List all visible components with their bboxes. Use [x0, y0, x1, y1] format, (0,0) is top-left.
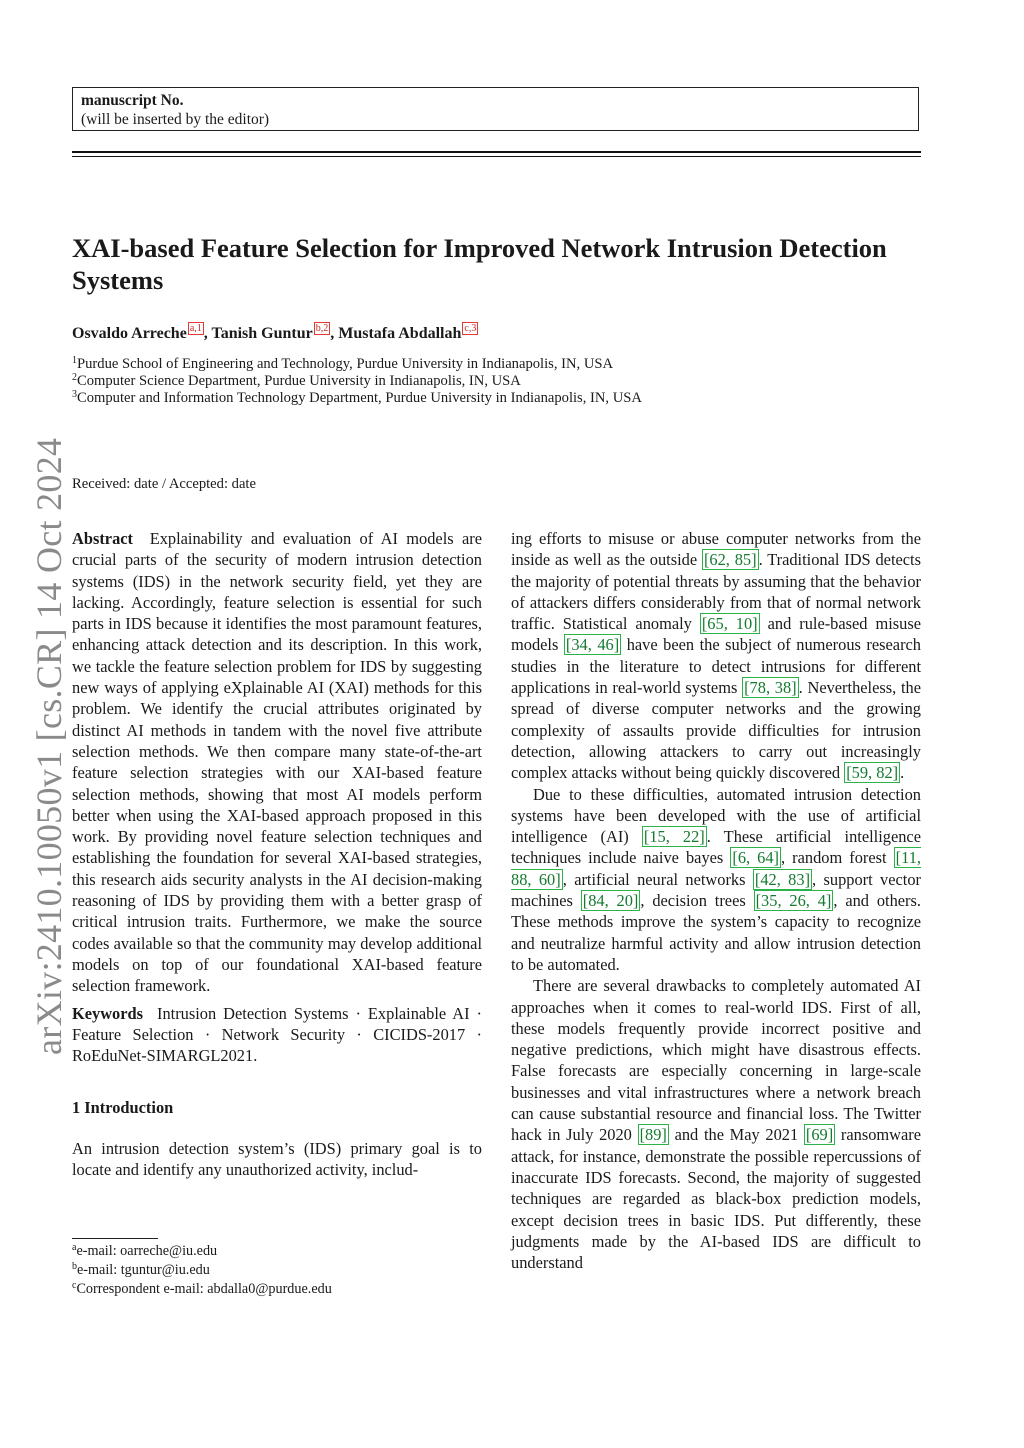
paragraph-text: and rule-based misuse models [511, 614, 921, 655]
paragraph-text: ing efforts to misuse or abuse computer networks from the inside as well as the outside [511, 529, 921, 570]
intro-paragraph-start: An intrusion detection system’s (IDS) primary goal is to locate and identify any unauthorized activity, includ- [72, 1138, 482, 1180]
citation-link[interactable]: [15, 22] [643, 827, 705, 847]
received-dates: Received: date / Accepted: date [72, 476, 256, 492]
author-list [72, 322, 478, 343]
author-separator: , [203, 325, 212, 342]
affiliation [72, 373, 642, 390]
paragraph-text: . Nevertheless, the spread of diverse computer networks and the growing complexity of assaults provide difficulties for intrusion detection, allowing attackers to carry out increasingly complex attacks without being quickly discovered [511, 678, 921, 783]
footnote-text: Correspondent e-mail: abdalla0@purdue.edu [76, 1281, 332, 1297]
footnote [72, 1261, 332, 1280]
footnote-text: e-mail: oarreche@iu.edu [76, 1243, 218, 1259]
citation-link[interactable]: [6, 64] [732, 848, 780, 868]
citation-link[interactable]: [78, 38] [744, 678, 797, 698]
paragraph-text: , decision trees [640, 891, 754, 911]
paragraph-text: There are several drawbacks to completely automated AI approaches when it comes to real-world IDS. First of all, these models frequently provide incorrect positive and negative predictions, which might have disastrous effects. False forecasts are especially concerning in large-scale businesses and vital infrastructures where a network breach can cause substantial resource and financial loss. The Twitter hack in July 2020 [511, 976, 921, 1145]
citation-link[interactable]: [69] [805, 1125, 834, 1145]
left-column [72, 528, 482, 1180]
manuscript-box [72, 87, 919, 131]
paragraph-text: , artificial neural networks [562, 869, 753, 889]
paragraph-text: , random forest [781, 848, 894, 868]
citation-link[interactable]: [42, 83] [754, 869, 811, 889]
section-heading-introduction: 1 Introduction [72, 1098, 174, 1118]
paragraph-text: have been the subject of numerous research studies in the literature to detect intrusions for different applications in real-world systems [511, 635, 921, 698]
paragraph-text: . [900, 763, 905, 783]
abstract-text: Explainability and evaluation of AI models are crucial parts of the security of modern intrusion detection systems (IDS) in the network security field, yet they are lacking. Accordingly, feature selection is essential for such parts in IDS because it identifies the most paramount features, enhancing attack detection and its description. In this work, we tackle the feature selection problem for IDS by suggesting new ways of applying eXplainable AI (XAI) methods for this problem. We identify the crucial attributes originated by distinct AI methods in tandem with the novel five attribute selection methods. We then compare many state-of-the-art feature selection strategies with our XAI-based feature selection methods, showing that most AI models perform better when using the XAI-based approach proposed in this work. By providing novel feature selection techniques and establishing the foundation for several XAI-based strategies, this research aids security analysts in the AI decision-making reasoning of IDS by providing them with a better grasp of critical intrusion traits. Furthermore, we make the source codes available so that the community may develop additional models on top of our foundational XAI-based feature selection framework. [72, 529, 482, 996]
footnotes [72, 1242, 332, 1299]
paragraph-text: and the May 2021 [668, 1125, 804, 1145]
citation-link[interactable]: [89] [639, 1125, 667, 1145]
author-name: Tanish Guntur [211, 325, 313, 342]
affiliation-number: 3 [72, 389, 77, 400]
affiliation-text: Purdue School of Engineering and Technology, Purdue University in Indianapolis, IN, USA [77, 356, 614, 372]
citation-link[interactable]: [62, 85] [703, 550, 757, 570]
footnote-mark: a [72, 1242, 77, 1253]
header-rule-thin [72, 156, 921, 157]
editor-note: (will be inserted by the editor) [81, 111, 270, 128]
header-rule-thick [72, 151, 921, 153]
intro-paragraph [511, 975, 921, 1273]
paragraph-text: , support vector machines [511, 869, 921, 911]
keywords-label: Keywords [72, 1003, 144, 1023]
abstract [72, 528, 482, 997]
intro-paragraph [511, 528, 921, 784]
arxiv-stamp: arXiv:2410.10050v1 [cs.CR] 14 Oct 2024 [29, 437, 69, 1055]
affiliation-number: 1 [72, 355, 77, 366]
citation-link[interactable]: [11, 88, 60] [511, 848, 921, 889]
citation-link[interactable]: [34, 46] [565, 635, 620, 655]
paragraph-text: . These artificial intelligence techniques include naive bayes [511, 827, 921, 868]
citation-link[interactable]: [84, 20] [582, 891, 639, 911]
footnote-rule [72, 1238, 158, 1239]
author-name: Mustafa Abdallah [338, 325, 462, 342]
paragraph-text: Due to these difficulties, automated intrusion detection systems have been developed with the use of artificial intelligence (AI) [511, 784, 921, 847]
abstract-label: Abstract [72, 529, 133, 548]
intro-paragraph [511, 784, 921, 976]
paper-title: XAI-based Feature Selection for Improved Network Intrusion Detection Systems [72, 233, 887, 295]
affiliation-text: Computer and Information Technology Department, Purdue University in Indianapolis, IN, USA [77, 390, 642, 406]
right-column [511, 528, 921, 1273]
paragraph-text: , and others. These methods improve the system’s capacity to recognize and neutralize harmful activity and allow intrusion detection to be automated. [511, 891, 921, 974]
footnote-mark: c [72, 1280, 77, 1291]
paragraph-text: ransomware attack, for instance, demonstrate the possible repercussions of inaccurate IDS forecasts. Second, the majority of suggested techniques are regarded as black-box prediction models, except decision trees in basic IDS. Put differently, these judgments made by the AI-based IDS are difficult to understand [511, 1125, 921, 1273]
paragraph-text: . Traditional IDS detects the majority of potential threats by assuming that the behavior of attackers differs considerably from that of normal network traffic. Statistical anomaly [511, 550, 921, 634]
keywords [72, 1003, 482, 1067]
author-mark[interactable]: c,3 [464, 323, 477, 334]
footnote [72, 1242, 332, 1261]
footnote-text: e-mail: tguntur@iu.edu [77, 1262, 210, 1278]
affiliations [72, 356, 642, 407]
affiliation-number: 2 [72, 372, 77, 383]
author-separator: , [330, 325, 339, 342]
citation-link[interactable]: [65, 10] [701, 614, 758, 634]
citation-link[interactable]: [35, 26, 4] [755, 891, 832, 911]
author-name: Osvaldo Arreche [72, 325, 187, 342]
manuscript-no: manuscript No. [81, 92, 184, 109]
citation-link[interactable]: [59, 82] [846, 763, 899, 783]
footnote-mark: b [72, 1261, 77, 1272]
keywords-text: Intrusion Detection Systems · Explainable AI · Feature Selection · Network Security · CICIDS-2017 · RoEduNet-SIMARGL2021. [72, 1003, 483, 1066]
footnote [72, 1280, 332, 1299]
affiliation-text: Computer Science Department, Purdue University in Indianapolis, IN, USA [77, 373, 521, 389]
affiliation [72, 356, 642, 373]
author-mark[interactable]: a,1 [189, 323, 202, 334]
author-mark[interactable]: b,2 [315, 323, 329, 334]
affiliation [72, 390, 642, 407]
